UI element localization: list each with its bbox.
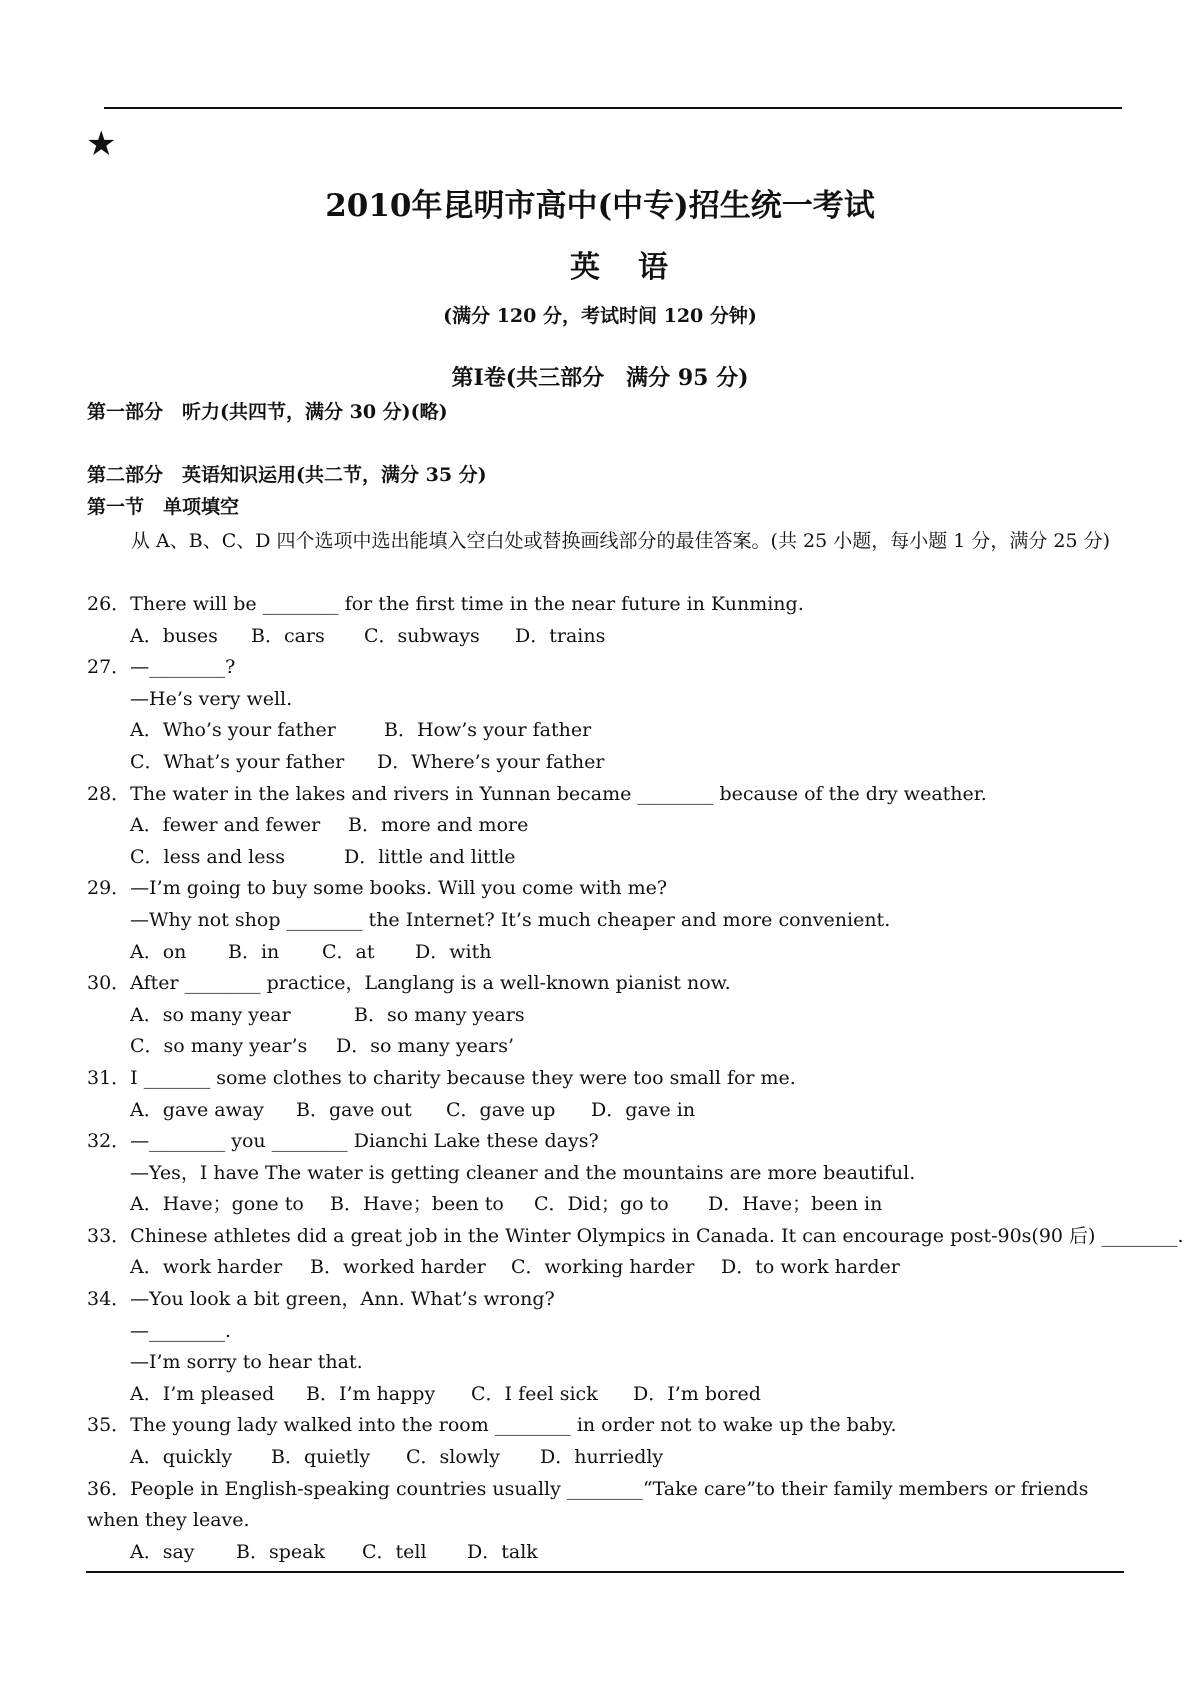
q28-option-b: B．more and more	[348, 814, 529, 837]
q35-stem: 35．The young lady walked into the room ________ in order not to wake up the baby.	[87, 1414, 897, 1437]
q36-option-b: B．speak	[236, 1540, 325, 1563]
q29-options	[87, 937, 1137, 969]
q35-option-a: A．quickly	[130, 1446, 233, 1469]
q33-option-b: B．worked harder	[310, 1256, 486, 1279]
q28-option-a: A．fewer and fewer	[130, 814, 321, 837]
q26-stem: 26．There will be ________ for the first time in the near future in Kunming.	[87, 593, 804, 615]
q34-option-b: B．I’m happy	[306, 1382, 436, 1405]
q28-options-cd	[87, 842, 1137, 874]
q33-stem: 33．Chinese athletes did a great job in the Winter Olympics in Canada. It can encourage post-90s(90 后) ________.	[87, 1224, 1184, 1247]
q34-blank: —________.	[130, 1319, 232, 1342]
q28-options-ab	[87, 810, 1137, 842]
q27-reply: —He’s very well.	[130, 687, 293, 710]
part2-heading: 第二部分 英语知识运用(共二节，满分 35 分)	[87, 464, 487, 486]
q36-option-c: C．tell	[362, 1540, 427, 1563]
q26-options	[87, 621, 1137, 653]
q30-option-a: A．so many year	[130, 1003, 291, 1026]
q29-reply: —Why not shop ________ the Internet? It’s much cheaper and more convenient.	[130, 908, 891, 931]
volume-heading: 第Ⅰ卷(共三部分 满分 95 分)	[451, 365, 749, 391]
q32-option-a: A．Have；gone to	[130, 1193, 304, 1216]
q29-option-a: A．on	[130, 940, 187, 963]
q31-option-d: D．gave in	[591, 1098, 696, 1121]
q34-option-c: C．I feel sick	[471, 1382, 598, 1405]
q29-option-d: D．with	[415, 940, 492, 963]
q30-options-ab	[87, 1000, 1137, 1032]
q32-option-c: C．Did；go to	[534, 1193, 669, 1216]
q32-options	[87, 1189, 1137, 1221]
q31-stem: 31．I _______ some clothes to charity because they were too small for me.	[87, 1066, 796, 1089]
q27-option-c: C．What’s your father	[130, 750, 345, 773]
q36-stem: 36．People in English-speaking countries usually ________“Take care”to their family members or friends when they leave.	[87, 1477, 1089, 1532]
score-info: (满分 120 分，考试时间 120 分钟)	[443, 305, 757, 327]
q34-option-a: A．I’m pleased	[130, 1382, 275, 1405]
star-icon: ★	[86, 124, 117, 164]
question-list	[87, 589, 1184, 1568]
q30-option-c: C．so many year’s	[130, 1035, 308, 1058]
q35-option-c: C．slowly	[406, 1446, 500, 1469]
q36-option-a: A．say	[130, 1540, 195, 1563]
q35-options	[87, 1442, 1137, 1474]
q30-option-d: D．so many years’	[336, 1035, 514, 1058]
part1-heading: 第一部分 听力(共四节，满分 30 分)(略)	[87, 401, 448, 423]
q26-option-b: B．cars	[251, 624, 325, 647]
q33-option-a: A．work harder	[130, 1256, 283, 1279]
q31-option-b: B．gave out	[296, 1098, 412, 1121]
q29-option-b: B．in	[228, 940, 280, 963]
section1-heading: 第一节 单项填空	[87, 496, 240, 518]
q33-options	[87, 1252, 1137, 1284]
q30-stem: 30．After ________ practice，Langlang is a well-known pianist now.	[87, 972, 731, 995]
q28-option-c: C．less and less	[130, 845, 285, 868]
q27-options-cd	[87, 747, 1137, 779]
q36-option-d: D．talk	[467, 1540, 538, 1563]
q27-option-b: B．How’s your father	[384, 719, 592, 742]
q31-options	[87, 1095, 1137, 1127]
q32-reply: —Yes，I have The water is getting cleaner and the mountains are more beautiful.	[130, 1161, 916, 1184]
q34-stem: 34．—You look a bit green，Ann. What’s wrong?	[87, 1288, 555, 1311]
q32-option-d: D．Have；been in	[708, 1193, 883, 1216]
instructions: 从 A、B、C、D 四个选项中选出能填入空白处或替换画线部分的最佳答案。(共 25 小题，每小题 1 分，满分 25 分)	[131, 530, 1111, 552]
bottom-rule	[86, 1571, 1124, 1573]
q26-option-a: A．buses	[130, 624, 218, 647]
q28-stem: 28．The water in the lakes and rivers in Yunnan became ________ because of the dry weather.	[87, 782, 987, 805]
q27-option-a: A．Who’s your father	[130, 719, 336, 742]
q31-option-c: C．gave up	[446, 1098, 556, 1121]
q27-option-d: D．Where’s your father	[377, 750, 605, 773]
q30-options-cd	[87, 1031, 1137, 1063]
q27-stem: 27．—________?	[87, 656, 236, 679]
q33-option-c: C．working harder	[511, 1256, 695, 1279]
q32-stem: 32．—________ you ________ Dianchi Lake these days?	[87, 1130, 599, 1153]
q35-option-d: D．hurriedly	[540, 1446, 664, 1469]
exam-title: 2010年昆明市高中(中专)招生统一考试	[325, 188, 875, 224]
q29-option-c: C．at	[322, 940, 375, 963]
q34-option-d: D．I’m bored	[633, 1382, 761, 1405]
q27-options-ab	[87, 715, 1137, 747]
q31-option-a: A．gave away	[130, 1098, 264, 1121]
top-rule	[104, 107, 1122, 109]
q29-stem: 29．—I’m going to buy some books. Will you come with me?	[87, 877, 668, 900]
q26-option-c: C．subways	[364, 624, 480, 647]
q34-reply: —I’m sorry to hear that.	[130, 1351, 363, 1374]
q32-option-b: B．Have；been to	[330, 1193, 504, 1216]
q28-option-d: D．little and little	[344, 845, 516, 868]
q30-option-b: B．so many years	[354, 1003, 525, 1026]
q26-option-d: D．trains	[515, 624, 606, 647]
q36-options	[87, 1537, 1137, 1569]
q33-option-d: D．to work harder	[721, 1256, 900, 1279]
subject-title: 英语	[570, 250, 706, 285]
q35-option-b: B．quietly	[271, 1446, 371, 1469]
q34-options	[87, 1379, 1137, 1411]
